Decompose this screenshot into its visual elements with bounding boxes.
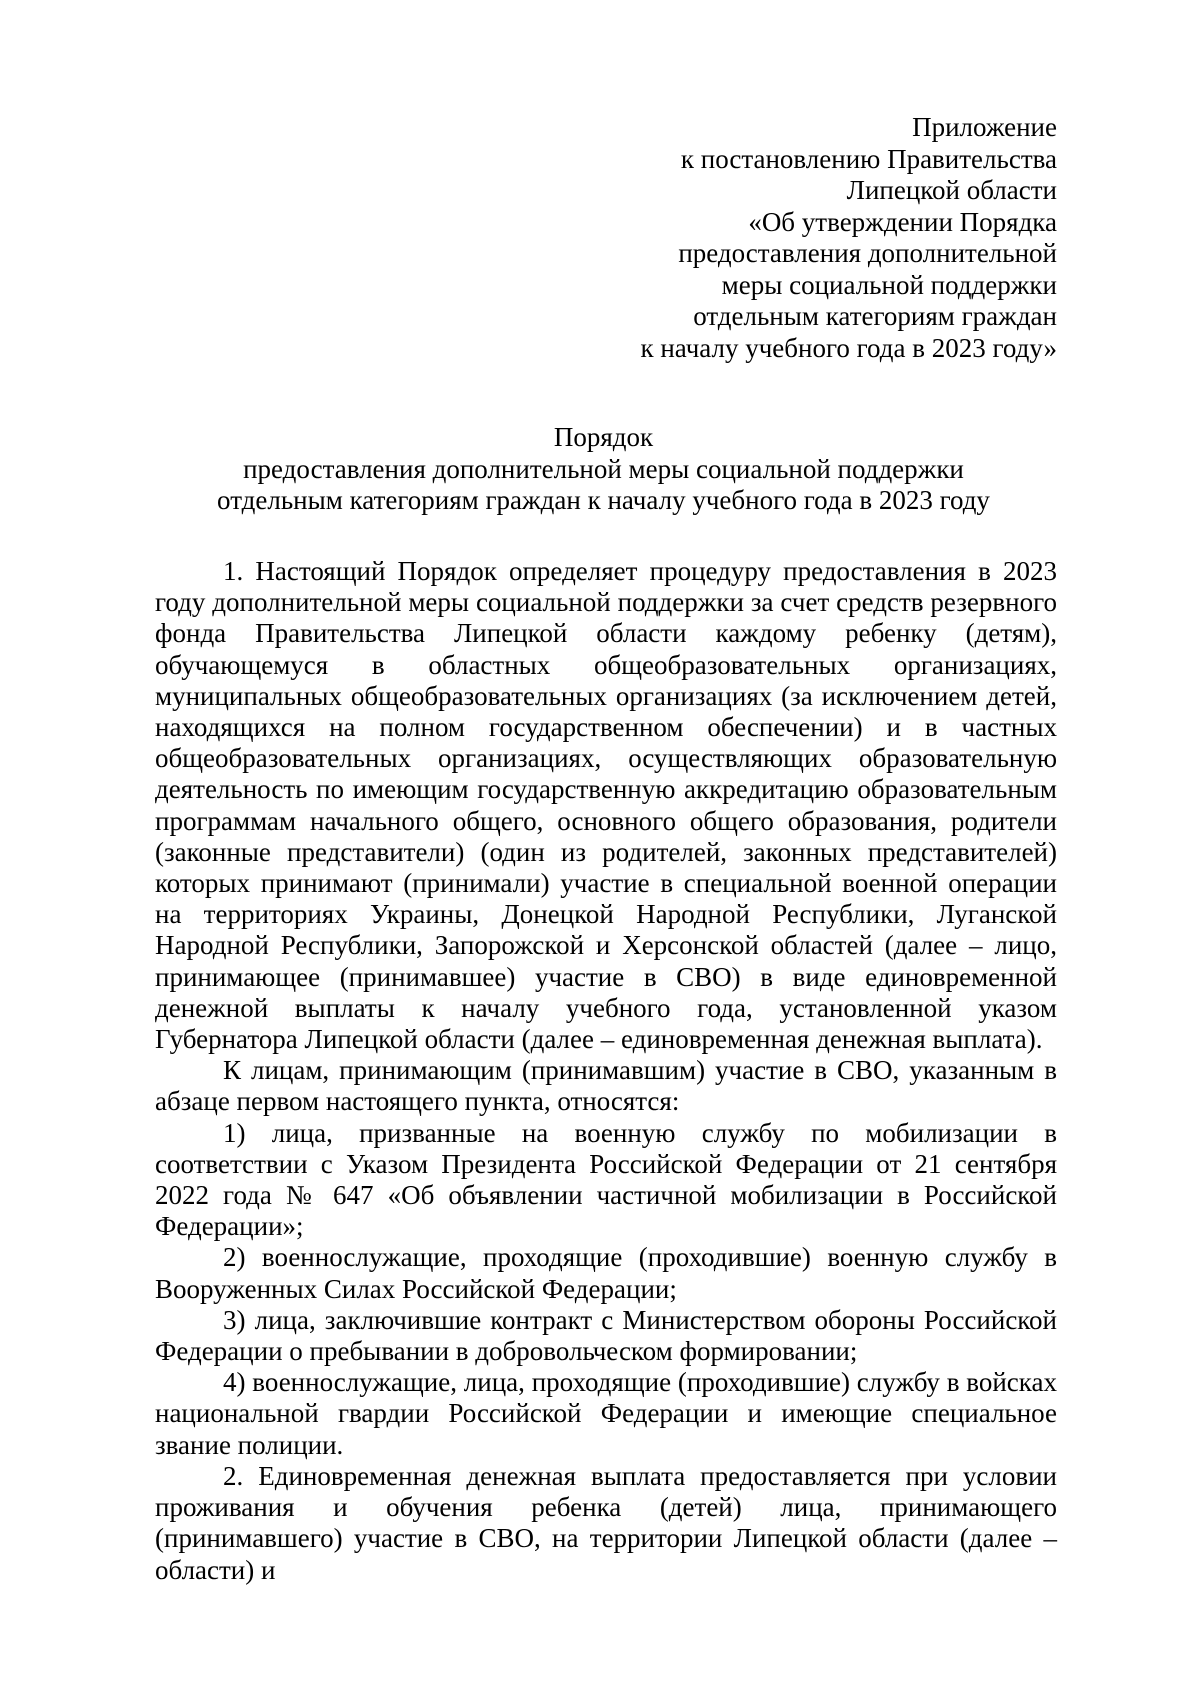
title-heading: Порядок xyxy=(553,422,654,452)
title-subtitle-line: отдельным категориям граждан к началу учебного года в 2023 году xyxy=(217,485,990,515)
paragraph: К лицам, принимающим (принимавшим) участие в СВО, указанным в абзаце первом настоящего пункта, относятся: xyxy=(155,1055,1057,1117)
paragraph: 1. Настоящий Порядок определяет процедуру предоставления в 2023 году дополнительной меры социальной поддержки за счет средств резервного фонда Правительства Липецкой области каждому ребенку (детям), обучающемуся в областных общеобразовательных организациях, муниципальных общеобразовательных организациях (за исключением детей, находящихся на полном государственном обеспечении) и в частных общеобразовательных организациях, осуществляющих образовательную деятельность по имеющим государственную аккредитацию образовательным программам начального общего, основного общего образования, родители (законные представители) (один из родителей, законных представителей) которых принимают (принимали) участие в специальной военной операции на территориях Украины, Донецкой Народной Республики, Луганской Народной Республики, Запорожской и Херсонской областей (далее – лицо, принимающее (принимавшее) участие в СВО) в виде единовременной денежной выплаты к началу учебного года, установленной указом Губернатора Липецкой области (далее – единовременная денежная выплата). xyxy=(155,556,1057,1055)
title-subtitle-line: предоставления дополнительной меры социальной поддержки xyxy=(243,453,964,484)
annex-line: Приложение xyxy=(912,112,1057,142)
paragraph: 1) лица, призванные на военную службу по мобилизации в соответствии с Указом Президента Российской Федерации от 21 сентября 2022 года № 647 «Об объявлении частичной мобилизации в Российской Федерации»; xyxy=(155,1117,1057,1242)
document-body xyxy=(155,556,1057,1586)
paragraph: 3) лица, заключившие контракт с Министерством обороны Российской Федерации о пребывании в добровольческом формировании; xyxy=(155,1304,1057,1367)
paragraph: 2. Единовременная денежная выплата предоставляется при условии проживания и обучения ребенка (детей) лица, принимающего (принимавшего) участие в СВО, на территории Липецкой области (далее – области) и xyxy=(155,1460,1057,1585)
annex-line: отдельным категориям граждан xyxy=(693,301,1057,331)
paragraph: 4) военнослужащие, лица, проходящие (проходившие) службу в войсках национальной гвардии Российской Федерации и имеющие специальное звание полиции. xyxy=(155,1367,1057,1460)
document-title xyxy=(150,422,1057,517)
annex-line: меры социальной поддержки xyxy=(721,269,1057,300)
annex-line: «Об утверждении Порядка xyxy=(748,206,1057,237)
annex-line: предоставления дополнительной xyxy=(678,238,1057,268)
annex-line: к началу учебного года в 2023 году» xyxy=(640,332,1057,363)
paragraph: 2) военнослужащие, проходящие (проходившие) военную службу в Вооруженных Силах Российской Федерации; xyxy=(155,1242,1057,1304)
annex-header xyxy=(537,112,1057,364)
annex-line: к постановлению Правительства xyxy=(680,143,1057,174)
annex-line: Липецкой области xyxy=(846,175,1057,205)
